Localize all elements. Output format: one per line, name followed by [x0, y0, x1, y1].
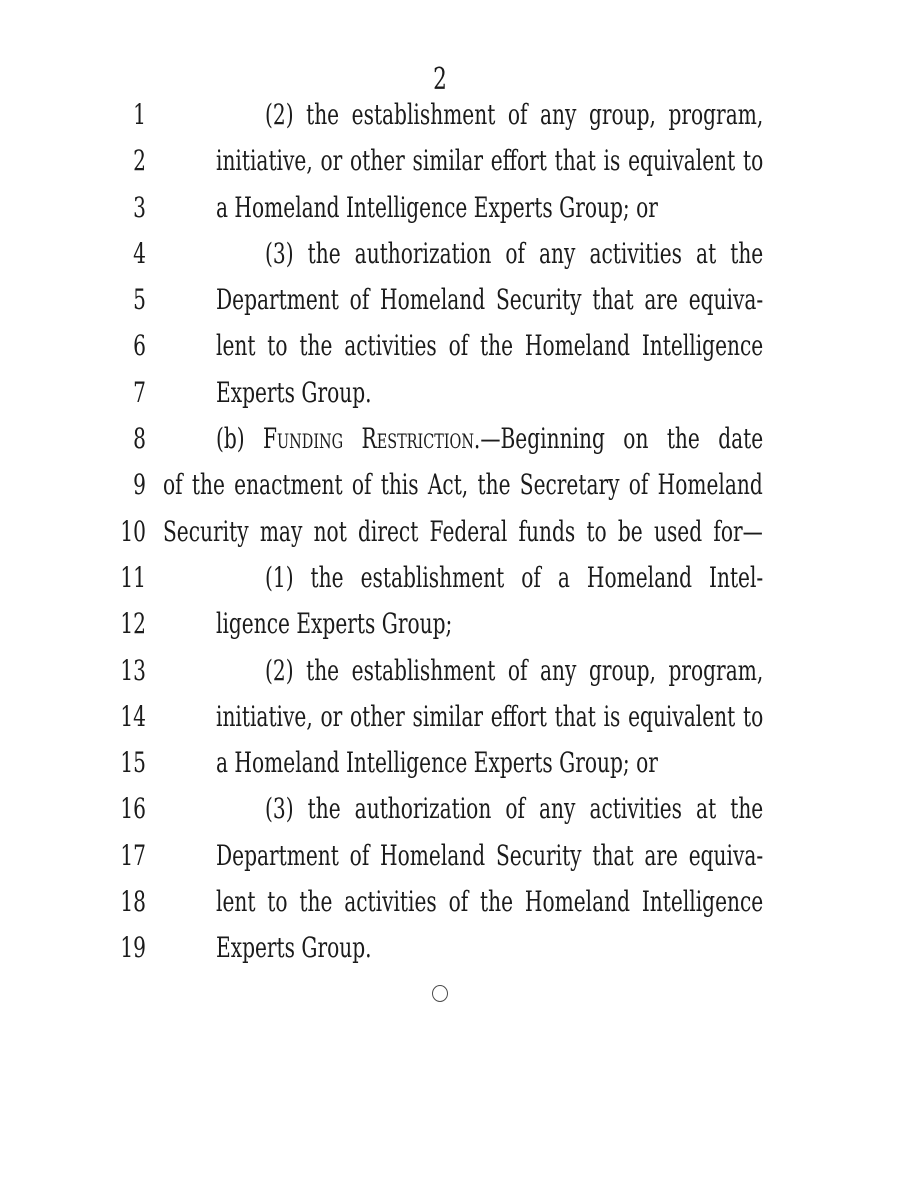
line-number: 4: [133, 236, 146, 270]
bill-line: [0, 740, 920, 786]
text-segment: lent to the activities of the Homeland Intelligence: [216, 885, 764, 919]
text-segment: initiative, or other similar effort that is equivalent to: [216, 144, 764, 178]
text-segment: of the enactment of this Act, the Secretary of Homeland: [163, 468, 763, 502]
text-segment: a Homeland Intelligence Experts Group; or: [216, 746, 658, 780]
text-segment: (2) the establishment of any group, program,: [265, 98, 764, 131]
line-text: [216, 185, 763, 231]
line-text: [216, 138, 763, 184]
line-text: [265, 92, 763, 138]
line-text: [216, 879, 763, 925]
bill-line: [0, 92, 920, 138]
line-number: 15: [120, 746, 146, 780]
text-segment: Department of Homeland Security that are equiva-: [216, 838, 764, 872]
text-segment: (2) the establishment of any group, program,: [265, 653, 764, 687]
line-number: 2: [133, 144, 146, 178]
end-of-bill-circle-icon: [432, 985, 448, 1002]
text-segment: lent to the activities of the Homeland Intelligence: [216, 329, 764, 363]
line-number: 9: [133, 468, 146, 502]
line-number: 13: [120, 653, 146, 687]
line-number: 1: [133, 98, 146, 131]
line-text: [265, 786, 763, 832]
line-number: 6: [133, 329, 146, 363]
bill-line: [0, 277, 920, 323]
text-segment: (3) the authorization of any activities at the: [265, 236, 764, 270]
line-text: [216, 277, 763, 323]
line-number: 19: [120, 931, 146, 965]
line-text: [265, 648, 763, 694]
line-number: 16: [120, 792, 146, 826]
text-segment: (1) the establishment of a Homeland Intel-: [265, 560, 764, 594]
bill-line: [0, 323, 920, 369]
bill-line: [0, 833, 920, 879]
line-number: 17: [120, 838, 146, 872]
bill-line: [0, 601, 920, 647]
line-text: [163, 509, 763, 555]
bill-line: [0, 694, 920, 740]
line-number: 12: [120, 607, 146, 641]
line-number: 3: [133, 190, 146, 224]
line-number: 18: [120, 885, 146, 919]
line-number: 7: [133, 375, 146, 409]
line-text: [216, 323, 763, 369]
text-segment: Experts Group.: [216, 931, 372, 965]
bill-line: [0, 786, 920, 832]
line-text: [216, 601, 763, 647]
line-number: 5: [133, 283, 146, 317]
bill-line: [0, 509, 920, 555]
text-segment: initiative, or other similar effort that is equivalent to: [216, 699, 764, 733]
bill-line: [0, 138, 920, 184]
bill-line: [0, 185, 920, 231]
text-segment: ligence Experts Group;: [216, 607, 453, 641]
line-text: [216, 370, 763, 416]
line-text: [163, 462, 763, 508]
text-segment: Department of Homeland Security that are equiva-: [216, 283, 764, 317]
line-text: [265, 555, 763, 601]
text-segment: a Homeland Intelligence Experts Group; or: [216, 190, 658, 224]
bill-line: [0, 879, 920, 925]
text-segment: Experts Group.: [216, 375, 372, 409]
small-caps-text: Funding Restriction: [263, 422, 474, 456]
line-number: 14: [120, 699, 146, 733]
bill-line: [0, 416, 920, 462]
line-text: [216, 416, 763, 462]
line-text: [216, 833, 763, 879]
text-segment: (3) the authorization of any activities at the: [265, 792, 764, 826]
bill-line: [0, 648, 920, 694]
line-text: [216, 694, 763, 740]
bill-line: [0, 925, 920, 971]
line-text: [265, 231, 763, 277]
line-text: [216, 925, 763, 971]
bill-lines: [0, 92, 920, 972]
bill-line: [0, 555, 920, 601]
bill-line: [0, 462, 920, 508]
text-segment: Security may not direct Federal funds to be used for—: [163, 514, 763, 548]
text-segment: .—Beginning on the date: [473, 422, 764, 456]
line-number: 8: [133, 422, 146, 456]
page-number: 2: [433, 62, 447, 97]
line-number: 10: [120, 514, 146, 548]
line-text: [216, 740, 763, 786]
bill-line: [0, 231, 920, 277]
text-segment: (b): [216, 422, 264, 456]
bill-line: [0, 370, 920, 416]
line-number: 11: [120, 560, 146, 594]
